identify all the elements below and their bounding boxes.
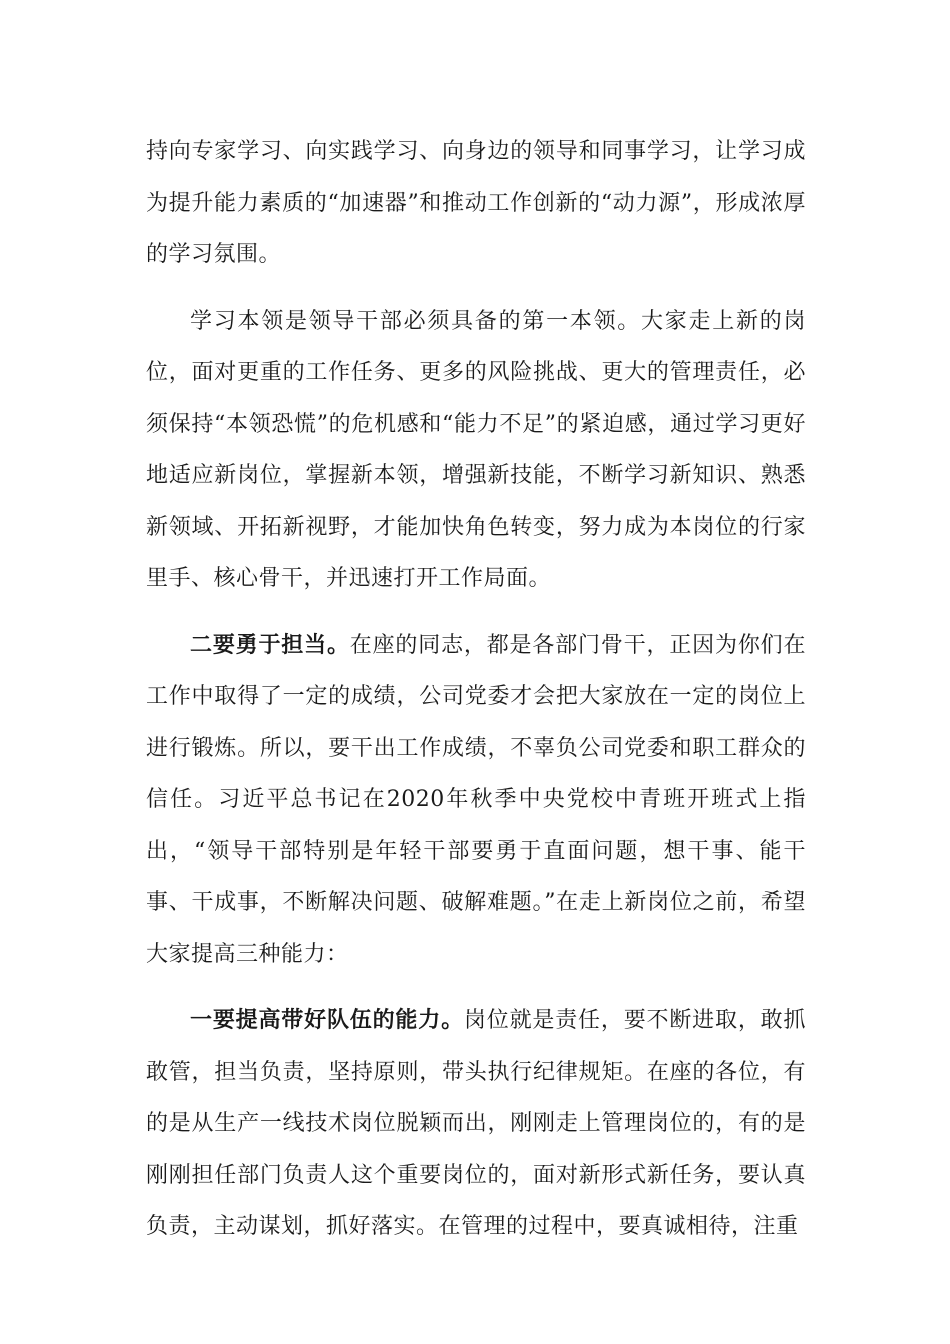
paragraph-text: 在座的同志，都是各部门骨干，正因为你们在工作中取得了一定的成绩，公司党委才会把大家放在一定的岗位上进行锻炼。所以，要干出工作成绩，不辜负公司党委和职工群众的信任。习近平总书记在2020年秋季中央党校中青班开班式上指出，“领导干部特别是年轻干部要勇于直面问题，想干事、能干事、干成事，不断解决问题、破解难题。”在走上新岗位之前，希望大家提高三种能力： (146, 632, 806, 967)
paragraph-heading: 二要勇于担当。 (190, 631, 350, 658)
body-text (146, 126, 806, 1253)
paragraph-continuation (146, 126, 806, 281)
paragraph-team-leading (146, 995, 806, 1253)
paragraph-text: 岗位就是责任，要不断进取，敢抓敢管，担当负责，坚持原则，带头执行纪律规矩。在座的各位，有的是从生产一线技术岗位脱颖而出，刚刚走上管理岗位的，有的是刚刚担任部门负责人这个重要岗位的，面对新形式新任务，要认真负责，主动谋划，抓好落实。在管理的过程中，要真诚相待，注重 (146, 1008, 806, 1239)
paragraph-learning-ability (146, 296, 806, 605)
paragraph-text: 持向专家学习、向实践学习、向身边的领导和同事学习，让学习成为提升能力素质的“加速器”和推动工作创新的“动力源”，形成浓厚的学习氛围。 (146, 139, 806, 267)
paragraph-heading: 一要提高带好队伍的能力。 (190, 1007, 464, 1033)
paragraph-text: 学习本领是领导干部必须具备的第一本领。大家走上新的岗位，面对更重的工作任务、更多的风险挑战、更大的管理责任，必须保持“本领恐慌”的危机感和“能力不足”的紧迫感，通过学习更好地适应新岗位，掌握新本领，增强新技能，不断学习新知识、熟悉新领域、开拓新视野，才能加快角色转变，努力成为本岗位的行家里手、核心骨干，并迅速打开工作局面。 (146, 308, 806, 591)
paragraph-responsibility (146, 620, 806, 981)
